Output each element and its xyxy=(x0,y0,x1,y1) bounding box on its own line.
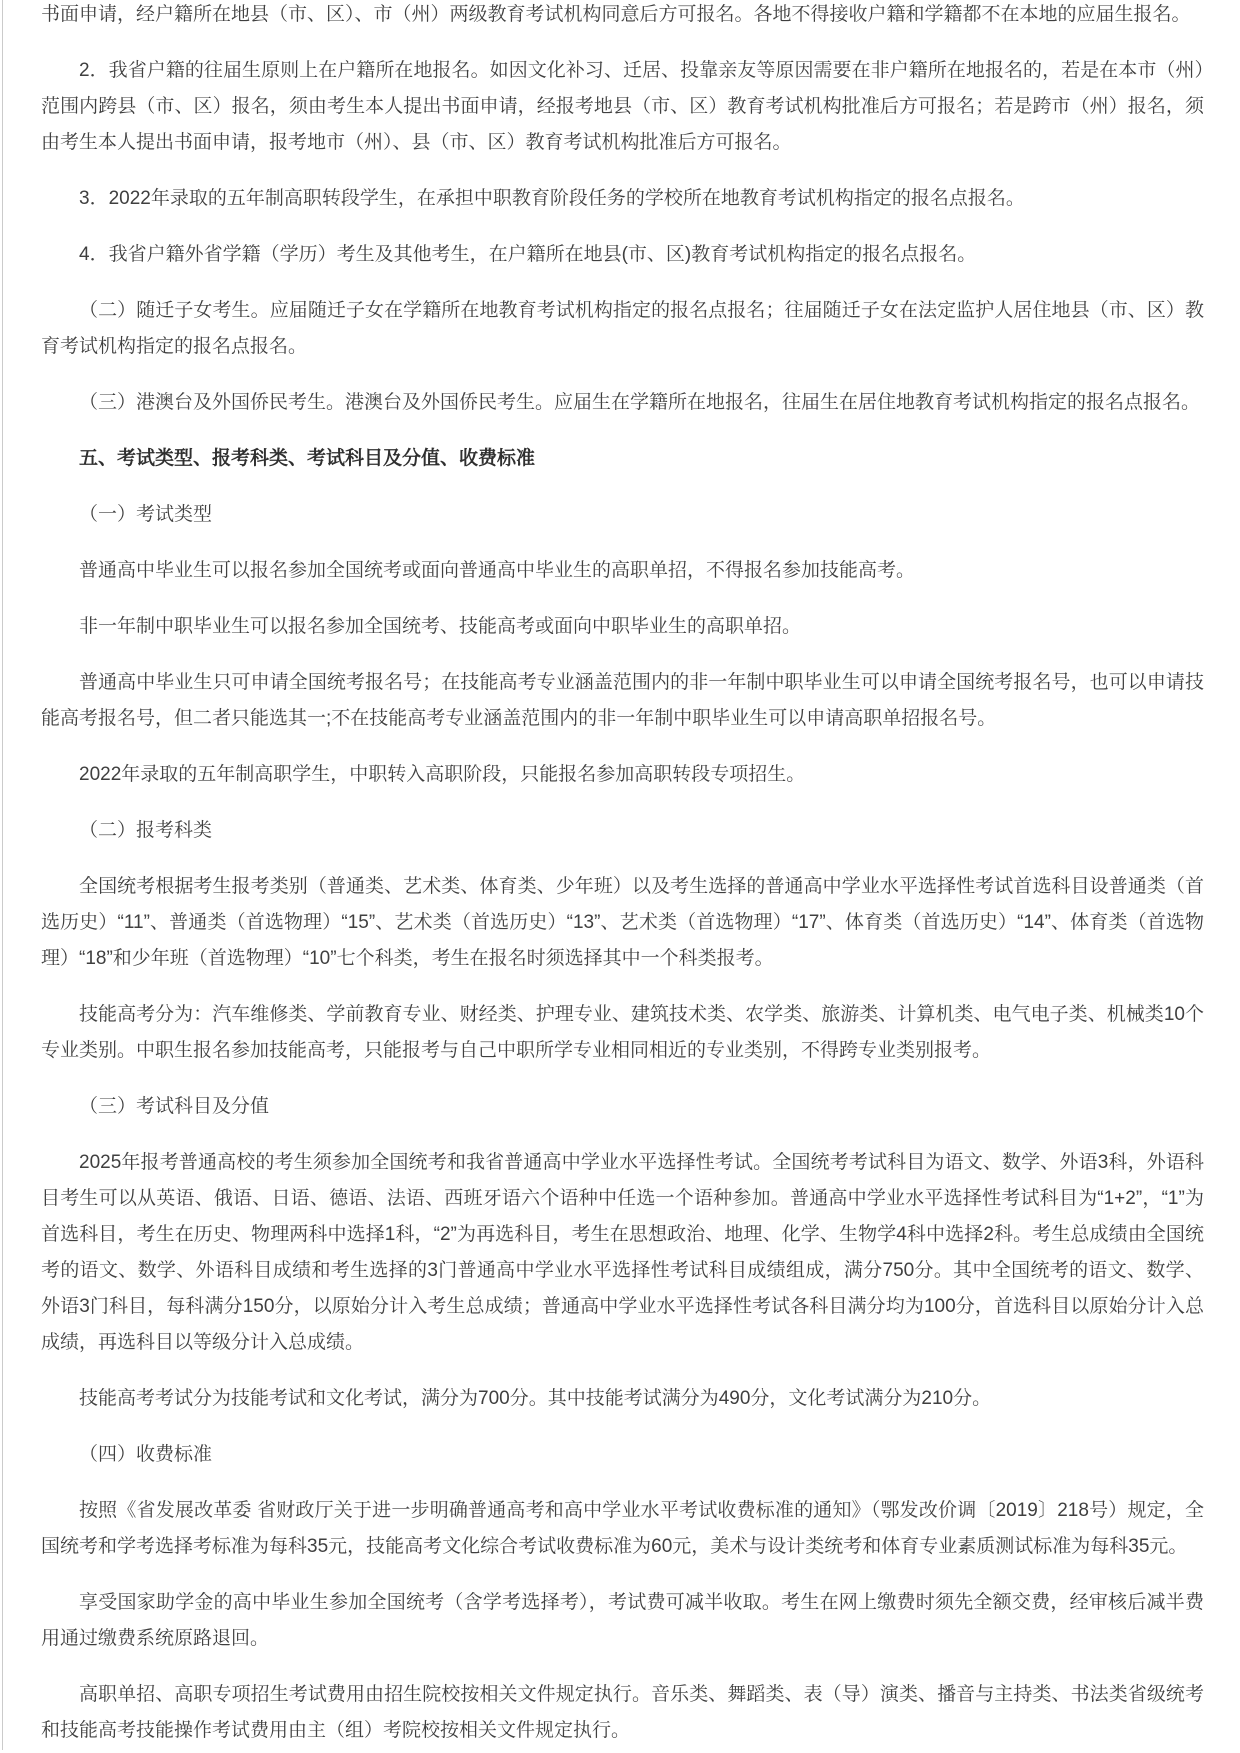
paragraph: 普通高中毕业生可以报名参加全国统考或面向普通高中毕业生的高职单招，不得报名参加技能高考。 xyxy=(79,560,916,581)
paragraph: 普通高中毕业生只可申请全国统考报名号；在技能高考专业涵盖范围内的非一年制中职毕业生可以申请全国统考报名号，也可以申请技能高考报名号，但二者只能选其一;不在技能高考专业涵盖范围内的非一年制中职毕业生可以申请高职单招报名号。 xyxy=(41,672,1204,729)
paragraph: 全国统考根据考生报考类别（普通类、艺术类、体育类、少年班）以及考生选择的普通高中学业水平选择性考试首选科目设普通类（首选历史）“11”、普通类（首选物理）“15”、艺术类（首选历史）“13”、艺术类（首选物理）“17”、体育类（首选历史）“14”、体育类（首选物理）“18”和少年班（首选物理）“10”七个科类，考生在报名时须选择其中一个科类报考。 xyxy=(41,876,1204,969)
sub-heading: （四）收费标准 xyxy=(79,1444,213,1465)
paragraph: 高职单招、高职专项招生考试费用由招生院校按相关文件规定执行。音乐类、舞蹈类、表（导）演类、播音与主持类、书法类省级统考和技能高考技能操作考试费用由主（组）考院校按相关文件规定执行。 xyxy=(41,1684,1204,1741)
section-heading: 五、考试类型、报考科类、考试科目及分值、收费标准 xyxy=(79,448,536,469)
sub-heading: （三）考试科目及分值 xyxy=(79,1096,270,1117)
paragraph: 技能高考考试分为技能考试和文化考试，满分为700分。其中技能考试满分为490分，文化考试满分为210分。 xyxy=(79,1388,992,1409)
sub-heading: （一）考试类型 xyxy=(79,504,213,525)
paragraph: 享受国家助学金的高中毕业生参加全国统考（含学考选择考），考试费可减半收取。考生在网上缴费时须先全额交费，经审核后减半费用通过缴费系统原路退回。 xyxy=(41,1592,1204,1649)
paragraph-continuation: 书面申请，经户籍所在地县（市、区）、市（州）两级教育考试机构同意后方可报名。各地不得接收户籍和学籍都不在本地的应届生报名。 xyxy=(41,4,1191,25)
paragraph: 4．我省户籍外省学籍（学历）考生及其他考生，在户籍所在地县(市、区)教育考试机构指定的报名点报名。 xyxy=(79,244,977,265)
page-left-edge-line xyxy=(2,0,3,1750)
paragraph: 技能高考分为：汽车维修类、学前教育专业、财经类、护理专业、建筑技术类、农学类、旅游类、计算机类、电气电子类、机械类10个专业类别。中职生报名参加技能高考，只能报考与自己中职所学专业相同相近的专业类别，不得跨专业类别报考。 xyxy=(41,1004,1204,1061)
paragraph: 2022年录取的五年制高职学生，中职转入高职阶段，只能报名参加高职转段专项招生。 xyxy=(79,764,806,785)
paragraph: 非一年制中职毕业生可以报名参加全国统考、技能高考或面向中职毕业生的高职单招。 xyxy=(79,616,802,637)
paragraph: 3．2022年录取的五年制高职转段学生，在承担中职教育阶段任务的学校所在地教育考试机构指定的报名点报名。 xyxy=(79,188,1025,209)
paragraph: （二）随迁子女考生。应届随迁子女在学籍所在地教育考试机构指定的报名点报名；往届随迁子女在法定监护人居住地县（市、区）教育考试机构指定的报名点报名。 xyxy=(41,300,1204,357)
paragraph: 2025年报考普通高校的考生须参加全国统考和我省普通高中学业水平选择性考试。全国统考考试科目为语文、数学、外语3科，外语科目考生可以从英语、俄语、日语、德语、法语、西班牙语六个语种中任选一个语种参加。普通高中学业水平选择性考试科目为“1+2”，“1”为首选科目，考生在历史、物理两科中选择1科，“2”为再选科目，考生在思想政治、地理、化学、生物学4科中选择2科。考生总成绩由全国统考的语文、数学、外语科目成绩和考生选择的3门普通高中学业水平选择性考试科目成绩组成，满分750分。其中全国统考的语文、数学、外语3门科目，每科满分150分，以原始分计入考生总成绩；普通高中学业水平选择性考试各科目满分均为100分，首选科目以原始分计入总成绩，再选科目以等级分计入总成绩。 xyxy=(41,1152,1204,1353)
paragraph: 按照《省发展改革委 省财政厅关于进一步明确普通高考和高中学业水平考试收费标准的通知》（鄂发改价调〔2019〕218号）规定，全国统考和学考选择考标准为每科35元，技能高考文化综合考试收费标准为60元，美术与设计类统考和体育专业素质测试标准为每科35元。 xyxy=(41,1500,1204,1557)
paragraph: 2．我省户籍的往届生原则上在户籍所在地报名。如因文化补习、迁居、投靠亲友等原因需要在非户籍所在地报名的，若是在本市（州）范围内跨县（市、区）报名，须由考生本人提出书面申请，经报考地县（市、区）教育考试机构批准后方可报名；若是跨市（州）报名，须由考生本人提出书面申请，报考地市（州）、县（市、区）教育考试机构批准后方可报名。 xyxy=(41,60,1204,153)
sub-heading: （二）报考科类 xyxy=(79,820,213,841)
paragraph: （三）港澳台及外国侨民考生。港澳台及外国侨民考生。应届生在学籍所在地报名，往届生在居住地教育考试机构指定的报名点报名。 xyxy=(79,392,1201,413)
